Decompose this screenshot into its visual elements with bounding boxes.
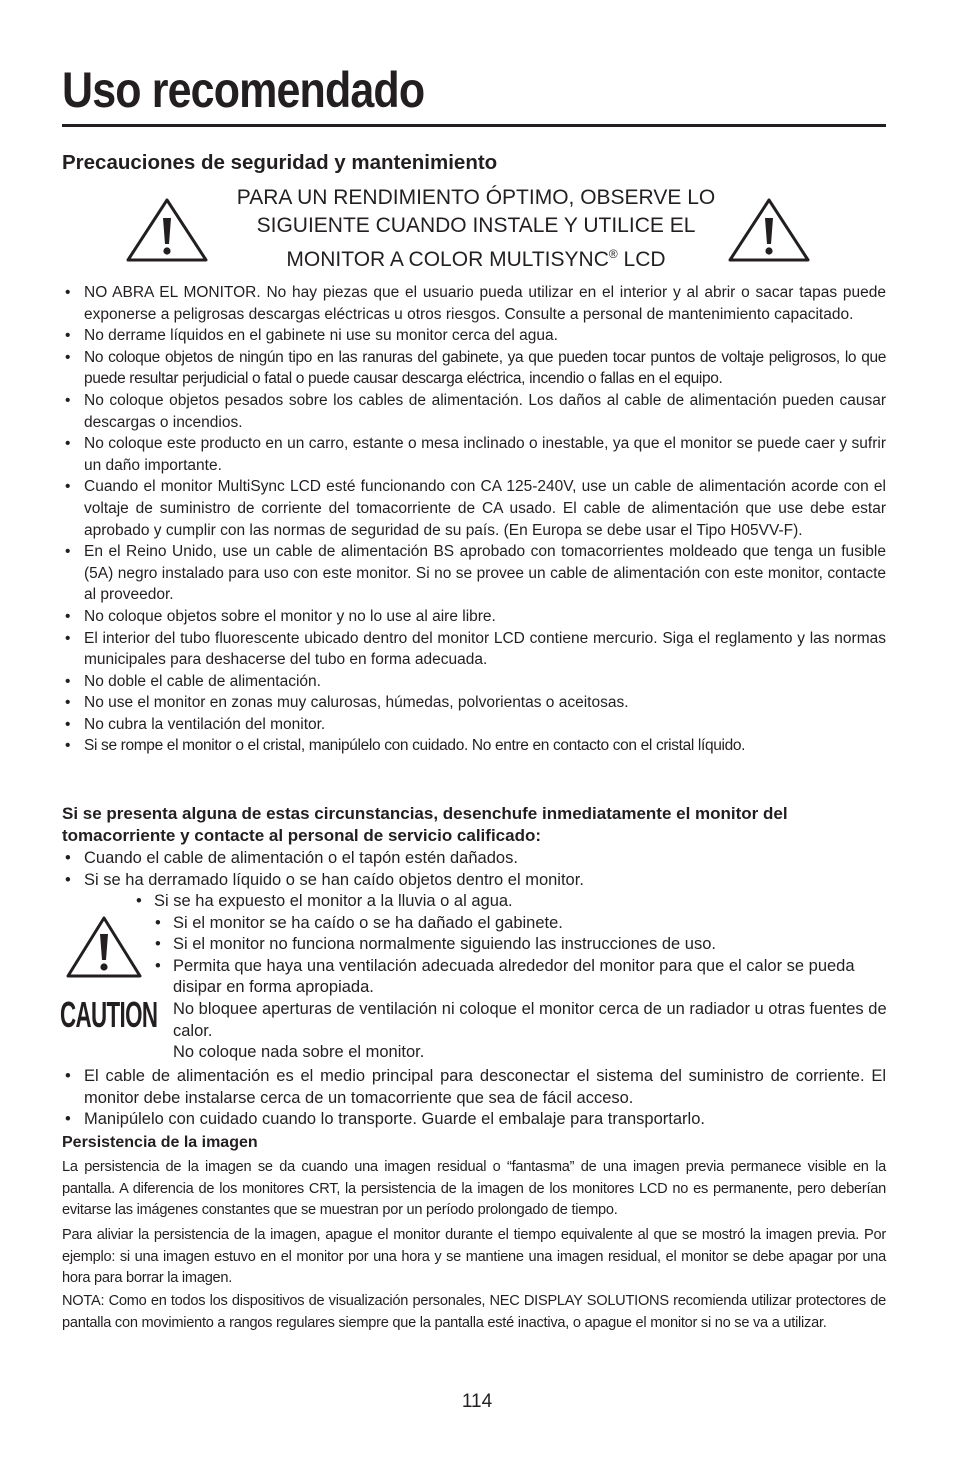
caution-list [152, 891, 892, 1064]
list-item: • Cuando el cable de alimentación o el tapón estén dañados. [62, 848, 886, 870]
list-item: • Si el monitor se ha caído o se ha dañado el gabinete. [152, 913, 892, 935]
page-number: 114 [461, 1391, 493, 1412]
list-item: • No use el monitor en zonas muy calurosas, húmedas, polvorientas o aceitosas. [62, 692, 886, 714]
warning-triangle-left-icon [124, 196, 210, 264]
caution-note: No bloquee aperturas de ventilación ni coloque el monitor cerca de un radiador u otras fuentes de calor. [173, 999, 887, 1040]
list-item: • No cubra la ventilación del monitor. [62, 714, 886, 736]
caution-note: No coloque nada sobre el monitor. [173, 1043, 425, 1062]
list-item: • Permita que haya una ventilación adecuada alrededor del monitor para que el calor se pueda disipar en forma apropiada. [152, 956, 892, 999]
caution-triangle-icon [64, 914, 144, 980]
persistence-paragraph: La persistencia de la imagen se da cuando una imagen residual o “fantasma” de una imagen previa permanece visible en la pantalla. A diferencia de los monitores CRT, la persistencia de la imagen de los monitores LCD no es permanente, pero deberían evitarse las imágenes constantes que se muestran por un período prolongado de tiempo. [62, 1159, 886, 1219]
title-rule [62, 124, 886, 127]
list-item: • El cable de alimentación es el medio principal para desconectar el sistema del suministro de corriente. El monitor debe instalarse cerca de un tomacorriente que sea de fácil acceso. [62, 1066, 886, 1109]
unplug-notice: Si se presenta alguna de estas circunstancias, desenchufe inmediatamente el monitor del tomacorriente y contacte al personal de servicio calificado: [62, 804, 788, 845]
list-item: • No coloque objetos sobre el monitor y no lo use al aire libre. [62, 606, 886, 628]
warning-line-1: PARA UN RENDIMIENTO ÓPTIMO, OBSERVE LO [236, 186, 716, 209]
list-item: • No coloque este producto en un carro, estante o mesa inclinado o inestable, ya que el monitor se puede caer y sufrir un daño importante. [62, 433, 886, 476]
warning-line-3-end: LCD [617, 248, 666, 271]
warning-line-2: SIGUIENTE CUANDO INSTALE Y UTILICE EL [256, 214, 696, 237]
list-item: • Si se ha derramado líquido o se han caído objetos dentro el monitor. [62, 870, 886, 892]
persistence-paragraph: Para aliviar la persistencia de la imagen, apague el monitor durante el tiempo equivalente al que se mostró la imagen previa. Por ejemplo: si una imagen estuvo en el monitor por una hora y se mantiene una imagen residual, el monitor se debe apagar por una hora para borrar la imagen. [62, 1227, 886, 1287]
list-item: • Si se ha expuesto el monitor a la lluvia o al agua. [133, 891, 892, 913]
precautions-list [62, 282, 886, 757]
persistence-note: NOTA: Como en todos los dispositivos de visualización personales, NEC DISPLAY SOLUTIONS recomienda utilizar protectores de pantalla con movimiento a rangos regulares siempre que la pantalla esté inactiva, o apague el monitor si no se va a utilizar. [62, 1293, 886, 1331]
caution-label: CAUTION [60, 994, 158, 1035]
warning-line-3-text: MONITOR A COLOR MULTISYNC [286, 248, 609, 271]
list-item: • No coloque objetos de ningún tipo en las ranuras del gabinete, ya que pueden tocar puntos de voltaje peligrosos, lo que puede resultar perjudicial o fatal o puede causar descarga eléctrica, incendio o fallas en el equipo. [62, 347, 886, 390]
list-item: • Manipúlelo con cuidado cuando lo transporte. Guarde el embalaje para transportarlo. [62, 1109, 886, 1131]
circumstances-list [62, 848, 886, 891]
list-item: • No derrame líquidos en el gabinete ni use su monitor cerca del agua. [62, 325, 886, 347]
registered-mark: ® [608, 247, 618, 261]
final-items-list [62, 1066, 886, 1131]
list-item: • No doble el cable de alimentación. [62, 671, 886, 693]
list-item: • Si se rompe el monitor o el cristal, manipúlelo con cuidado. No entre en contacto con el cristal líquido. [62, 735, 886, 757]
warning-heading [200, 184, 752, 274]
list-item: • No coloque objetos pesados sobre los cables de alimentación. Los daños al cable de alimentación pueden causar descargas o incendios. [62, 390, 886, 433]
list-item: • Cuando el monitor MultiSync LCD esté funcionando con CA 125-240V, use un cable de alimentación acorde con el voltaje de suministro de corriente del tomacorriente de CA usado. El cable de alimentación que use debe estar aprobado y cumplir con las normas de seguridad de su país. (En Europa se debe usar el Tipo H05VV-F). [62, 476, 886, 541]
list-item: • Si el monitor no funciona normalmente siguiendo las instrucciones de uso. [152, 934, 892, 956]
list-item: • El interior del tubo fluorescente ubicado dentro del monitor LCD contiene mercurio. Siga el reglamento y las normas municipales para deshacerse del tubo en forma adecuada. [62, 628, 886, 671]
warning-triangle-right-icon [726, 196, 812, 264]
section-heading: Precauciones de seguridad y mantenimiento [62, 151, 498, 174]
page-title: Uso recomendado [62, 62, 425, 118]
list-item: • NO ABRA EL MONITOR. No hay piezas que el usuario pueda utilizar en el interior y al abrir o sacar tapas puede exponerse a peligrosas descargas eléctricas u otros riesgos. Consulte a personal de mantenimiento capacitado. [62, 282, 886, 325]
persistence-heading: Persistencia de la imagen [62, 1134, 258, 1151]
warning-line-3 [200, 240, 752, 274]
list-item: • En el Reino Unido, use un cable de alimentación BS aprobado con tomacorrientes moldeado que tenga un fusible (5A) negro instalado para uso con este monitor. Si no se provee un cable de alimentación con este monitor, contacte al proveedor. [62, 541, 886, 606]
